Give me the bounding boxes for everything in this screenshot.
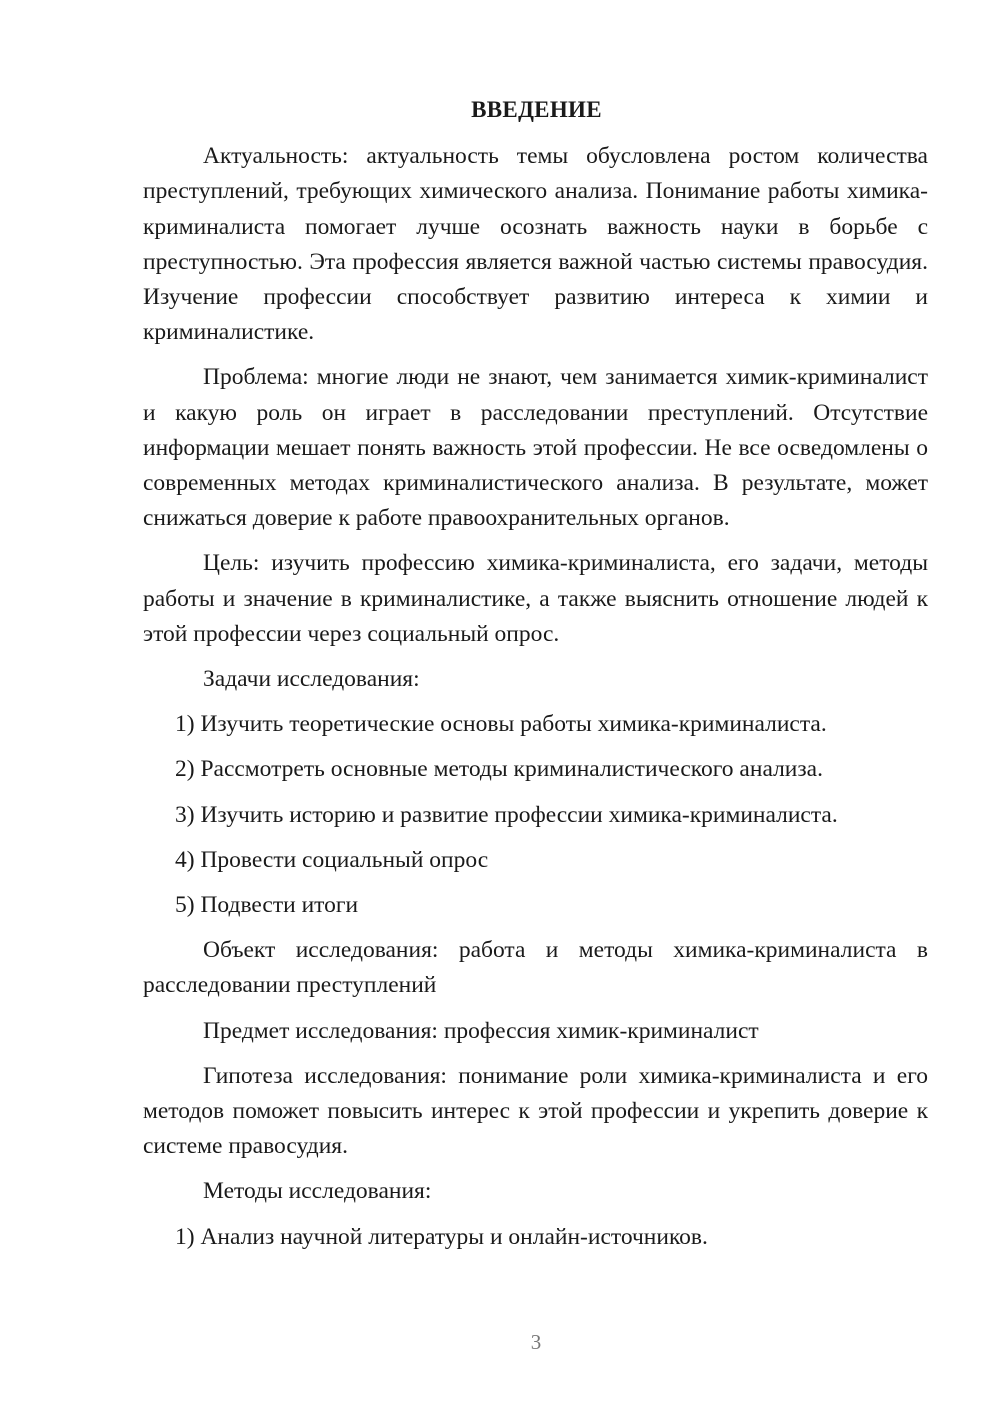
- page-content: [143, 92, 928, 1265]
- task-item-3: 3) Изучить историю и развитие профессии химика-криминалиста.: [175, 801, 838, 828]
- relevance-paragraph: Актуальность: актуальность темы обусловлена ростом количества преступлений, требующих химического анализа. Понимание работы химика-криминалиста помогает лучше осознать важность науки в борьбе с преступностью. Эта профессия является важной частью системы правосудия. Изучение профессии способствует развитию интереса к химии и криминалистике.: [143, 143, 928, 346]
- task-item-4: 4) Провести социальный опрос: [175, 846, 489, 873]
- method-item-1: 1) Анализ научной литературы и онлайн-источников.: [175, 1223, 708, 1250]
- section-title: ВВЕДЕНИЕ: [471, 97, 602, 122]
- hypothesis-paragraph: Гипотеза исследования: понимание роли химика-криминалиста и его методов поможет повысить интерес к этой профессии и укрепить доверие к системе правосудия.: [143, 1062, 928, 1160]
- task-item-2: 2) Рассмотреть основные методы криминалистического анализа.: [175, 756, 823, 783]
- task-item-5: 5) Подвести итоги: [175, 892, 359, 919]
- task-item-1: 1) Изучить теоретические основы работы химика-криминалиста.: [175, 711, 827, 738]
- methods-heading: Методы исследования:: [203, 1178, 432, 1205]
- page-number: 3: [530, 1330, 542, 1354]
- subject-paragraph: Предмет исследования: профессия химик-криминалист: [203, 1017, 759, 1044]
- goal-paragraph: Цель: изучить профессию химика-криминалиста, его задачи, методы работы и значение в криминалистике, а также выяснить отношение людей к этой профессии через социальный опрос.: [143, 550, 928, 647]
- object-paragraph: Объект исследования: работа и методы химика-криминалиста в расследовании преступлений: [143, 937, 928, 999]
- problem-paragraph: Проблема: многие люди не знают, чем занимается химик-криминалист и какую роль он играет в расследовании преступлений. Отсутствие информации мешает понять важность этой профессии. Не все осведомлены о современных методах криминалистического анализа. В результате, может снижаться доверие к работе правоохранительных органов.: [143, 364, 928, 532]
- tasks-heading: Задачи исследования:: [203, 666, 420, 693]
